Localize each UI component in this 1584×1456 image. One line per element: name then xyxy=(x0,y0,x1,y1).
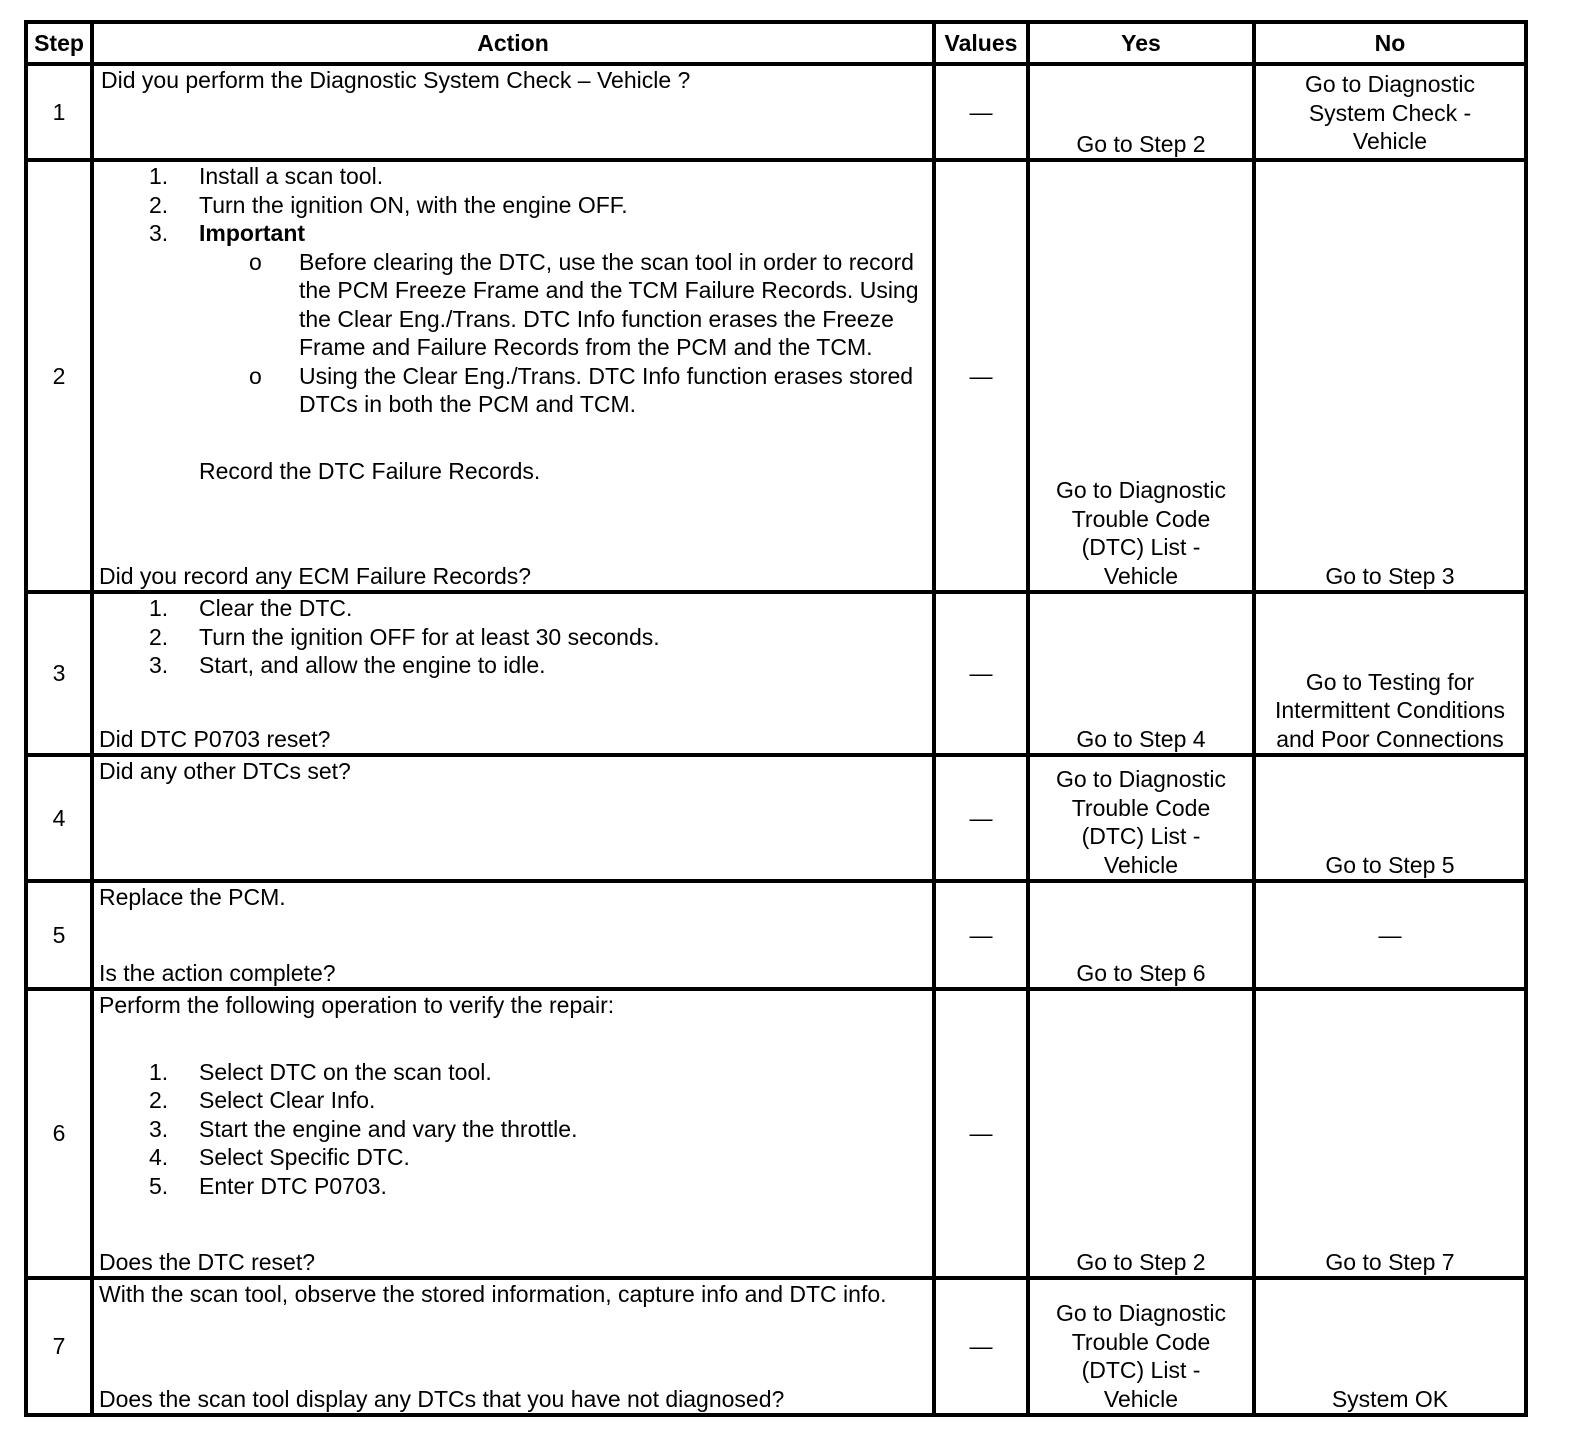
yes-text: Go to Diagnostic Trouble Code (DTC) List - Vehicle xyxy=(1055,1300,1227,1412)
table-row xyxy=(26,1278,1526,1415)
bullet-icon: o xyxy=(249,248,262,275)
list-item: 2. Select Clear Info. xyxy=(149,1087,376,1113)
action-text: Did you perform the Diagnostic System Check – Vehicle ? xyxy=(101,67,691,93)
list-item: 1. Select DTC on the scan tool. xyxy=(149,1058,492,1085)
yes-cell xyxy=(1028,1278,1254,1415)
step-number: 4 xyxy=(26,755,92,881)
no-cell: System OK xyxy=(1254,1278,1526,1415)
values-cell: — xyxy=(934,64,1028,160)
action-steps xyxy=(99,162,927,248)
table-row xyxy=(26,989,1526,1278)
action-text: Replace the PCM. xyxy=(99,884,286,910)
yes-cell: Go to Step 2 xyxy=(1028,64,1254,160)
yes-cell: Go to Step 2 xyxy=(1028,989,1254,1278)
action-steps xyxy=(99,594,927,680)
step-number: 3 xyxy=(26,592,92,755)
action-cell xyxy=(92,989,934,1278)
action-question: Does the DTC reset? xyxy=(99,1248,316,1275)
header-action: Action xyxy=(92,22,934,64)
list-item: 2. Turn the ignition ON, with the engine OFF. xyxy=(149,191,628,218)
yes-text: Go to Diagnostic Trouble Code (DTC) List - Vehicle xyxy=(1055,766,1227,878)
yes-cell: Go to Step 6 xyxy=(1028,881,1254,989)
no-cell: — xyxy=(1254,881,1526,989)
action-cell xyxy=(92,592,934,755)
step-number: 7 xyxy=(26,1278,92,1415)
values-cell: — xyxy=(934,160,1028,592)
table-row xyxy=(26,160,1526,592)
list-item: 5. Enter DTC P0703. xyxy=(149,1172,387,1199)
action-text: With the scan tool, observe the stored information, capture info and DTC info. xyxy=(99,1281,887,1307)
header-step: Step xyxy=(26,22,92,64)
table-row xyxy=(26,592,1526,755)
table-row xyxy=(26,755,1526,881)
list-item: 3. Start the engine and vary the throttle. xyxy=(149,1115,578,1142)
table-row xyxy=(26,881,1526,989)
action-question: Did DTC P0703 reset? xyxy=(99,725,331,752)
step-number: 1 xyxy=(26,64,92,160)
yes-cell xyxy=(1028,160,1254,592)
list-item: o Before clearing the DTC, use the scan tool in order to record the PCM Freeze Frame and the TCM Failure Records. Using the Clear Eng./Trans. DTC Info function erases the Freeze Frame and Failure Records from the PCM and the TCM. xyxy=(249,248,919,360)
step-number: 6 xyxy=(26,989,92,1278)
action-cell xyxy=(92,160,934,592)
values-cell: — xyxy=(934,592,1028,755)
action-cell xyxy=(92,64,934,160)
action-cell xyxy=(92,1278,934,1415)
action-question: Did you record any ECM Failure Records? xyxy=(99,562,532,589)
yes-text: Go to Diagnostic Trouble Code (DTC) List - Vehicle xyxy=(1055,477,1227,589)
action-question: Is the action complete? xyxy=(99,959,336,986)
header-no: No xyxy=(1254,22,1526,64)
step-number: 5 xyxy=(26,881,92,989)
no-cell: Go to Testing for Intermittent Conditions and Poor Connections xyxy=(1254,592,1526,755)
values-cell: — xyxy=(934,989,1028,1278)
list-item: 3. Start, and allow the engine to idle. xyxy=(149,652,546,678)
no-cell: Go to Step 5 xyxy=(1254,755,1526,881)
action-cell xyxy=(92,755,934,881)
list-item: 1. Clear the DTC. xyxy=(149,595,353,621)
values-cell: — xyxy=(934,755,1028,881)
yes-cell xyxy=(1028,755,1254,881)
action-text: Perform the following operation to verify the repair: xyxy=(99,992,615,1018)
action-text: Did any other DTCs set? xyxy=(99,758,351,784)
header-yes: Yes xyxy=(1028,22,1254,64)
no-cell: Go to Step 3 xyxy=(1254,160,1526,592)
list-item: 4. Select Specific DTC. xyxy=(149,1144,410,1170)
no-text: Go to Diagnostic System Check - Vehicle xyxy=(1304,71,1476,154)
important-notes xyxy=(99,248,927,419)
list-item: 1. Install a scan tool. xyxy=(149,163,384,189)
action-steps xyxy=(99,1058,927,1201)
diagnostic-table xyxy=(24,20,1528,1417)
values-cell: — xyxy=(934,881,1028,989)
values-cell: — xyxy=(934,1278,1028,1415)
action-question: Does the scan tool display any DTCs that you have not diagnosed? xyxy=(99,1385,785,1412)
bullet-icon: o xyxy=(249,362,262,389)
header-row xyxy=(26,22,1526,64)
action-note: Record the DTC Failure Records. xyxy=(199,457,541,484)
no-cell xyxy=(1254,64,1526,160)
step-number: 2 xyxy=(26,160,92,592)
yes-cell: Go to Step 4 xyxy=(1028,592,1254,755)
header-values: Values xyxy=(934,22,1028,64)
list-item: 2. Turn the ignition OFF for at least 30 seconds. xyxy=(149,623,660,650)
action-cell xyxy=(92,881,934,989)
list-item: o Using the Clear Eng./Trans. DTC Info function erases stored DTCs in both the PCM and TCM. xyxy=(249,362,914,417)
list-item: 3. Important xyxy=(149,219,927,248)
table-row xyxy=(26,64,1526,160)
important-label: Important xyxy=(199,220,306,246)
no-cell: Go to Step 7 xyxy=(1254,989,1526,1278)
